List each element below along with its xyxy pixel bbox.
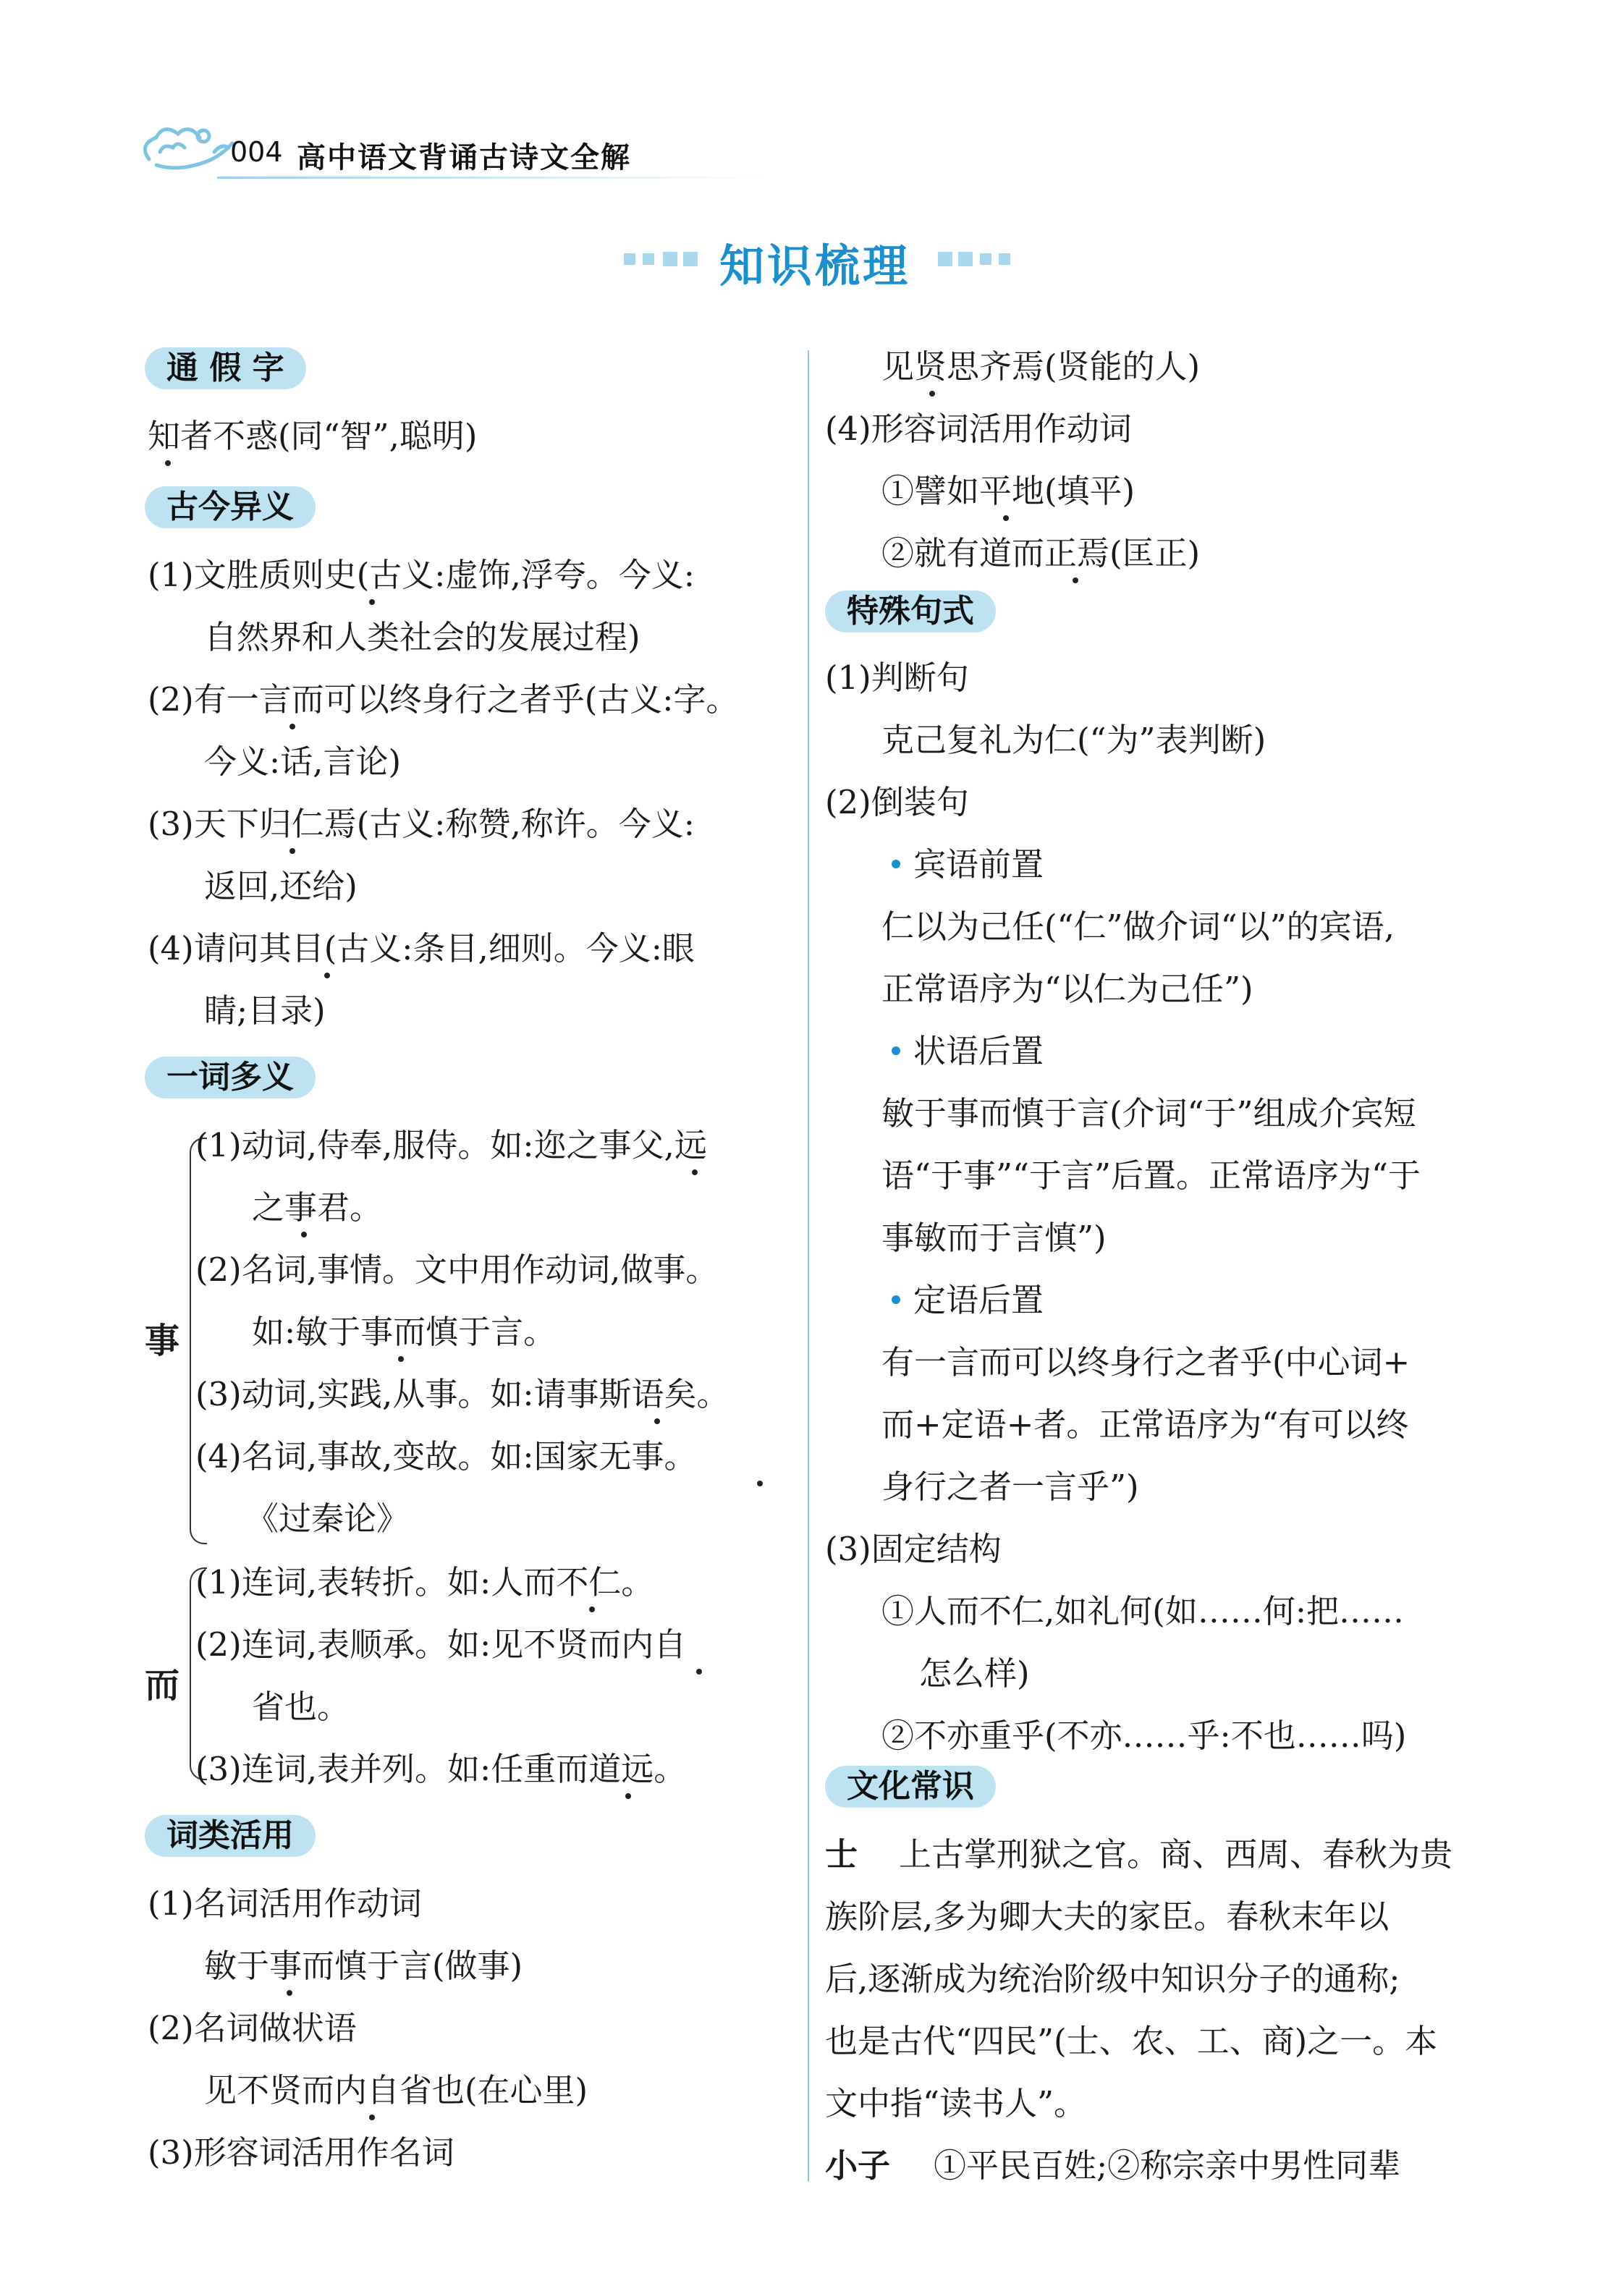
- emphasis-dot: [1003, 515, 1009, 521]
- cilei-line: 敏于事而慎于言(做事): [204, 1947, 523, 1985]
- teshu-line: 敏于事而慎于言(介词“于”组成介宾短: [881, 1094, 1416, 1133]
- wenhua-line: 也是古代“四民”(士、农、工、商)之一。本: [825, 2022, 1438, 2060]
- gujin-line: (3)天下归仁焉(古义:称赞,称许。今义:: [148, 805, 695, 843]
- tongjiazi-line: 知者不惑(同“智”,聪明): [148, 417, 478, 455]
- emphasis-dot: [369, 599, 375, 605]
- gujin-line: (4)请问其目(古义:条目,细则。今义:眼: [148, 929, 695, 968]
- emphasis-dot: [398, 1356, 404, 1362]
- gujin-line: 今义:话,言论): [204, 742, 402, 781]
- shi-line: (4)名词,事故,变故。如:国家无事。: [195, 1437, 697, 1476]
- shi-line: 《过秦论》: [246, 1499, 410, 1538]
- emphasis-dot: [369, 2115, 375, 2120]
- cilei-line: (3)形容词活用作名词: [148, 2133, 454, 2172]
- heading-yici: 一词多义: [145, 1057, 316, 1099]
- emphasis-dot: [289, 848, 295, 854]
- bullet-icon: [892, 1046, 900, 1055]
- teshu-line: 正常语序为“以仁为己任”): [881, 970, 1253, 1008]
- teshu-line: 身行之者一言乎”): [881, 1468, 1139, 1506]
- cilei-line: (1)名词活用作动词: [148, 1884, 422, 1923]
- cilei-cont-line: ①譬如平地(填平): [881, 472, 1135, 510]
- teshu-line: 仁以为己任(“仁”做介词“以”的宾语,: [881, 907, 1395, 946]
- wenhua-line: 后,逐渐成为统治阶级中知识分子的通称;: [825, 1960, 1400, 1998]
- heading-cilei: 词类活用: [145, 1815, 316, 1857]
- teshu-line: 而+定语+者。正常语序为“有可以终: [881, 1405, 1409, 1444]
- book-title: 高中语文背诵古诗文全解: [297, 140, 631, 174]
- heading-wenhua: 文化常识: [825, 1766, 996, 1808]
- brace-label-shi: 事: [145, 1321, 180, 1361]
- teshu-line: 语“于事”“于言”后置。正常语序为“于: [881, 1156, 1421, 1195]
- brace-label-er: 而: [145, 1665, 180, 1706]
- emphasis-dot: [654, 1418, 660, 1424]
- heading-tongjiazi: 通 假 字: [145, 347, 306, 389]
- cilei-cont-line: ②就有道而正焉(匡正): [881, 534, 1201, 572]
- teshu-line: 状语后置: [913, 1032, 1044, 1070]
- gujin-line: 自然界和人类社会的发展过程): [204, 618, 640, 656]
- gujin-line: 睛;目录): [204, 991, 326, 1030]
- teshu-line: (1)判断句: [825, 659, 969, 697]
- shi-line: (1)动词,侍奉,服侍。如:迩之事父,远: [195, 1126, 707, 1164]
- emphasis-dot: [287, 1990, 292, 1996]
- teshu-line: 克己复礼为仁(“为”表判断): [881, 721, 1266, 759]
- emphasis-dot: [324, 973, 330, 978]
- wenhua-line: ①平民百姓;②称宗亲中男性同辈: [934, 2146, 1401, 2185]
- teshu-line: (3)固定结构: [825, 1530, 1002, 1568]
- wenhua-line: 上古掌刑狱之官。商、西周、春秋为贵: [899, 1835, 1453, 1874]
- column-divider: [808, 350, 809, 2181]
- er-line: (2)连词,表顺承。如:见不贤而内自: [195, 1625, 687, 1664]
- emphasis-dot: [301, 1232, 307, 1237]
- gujin-line: (1)文胜质则史(古义:虚饰,浮夸。今义:: [148, 556, 695, 594]
- gujin-line: (2)有一言而可以终身行之者乎(古义:字。: [148, 680, 739, 719]
- teshu-line: 事敏而于言慎”): [881, 1219, 1107, 1257]
- emphasis-dot: [589, 1607, 595, 1612]
- emphasis-dot: [625, 1793, 631, 1799]
- shi-line: (3)动词,实践,从事。如:请事斯语矣。: [195, 1375, 729, 1413]
- gujin-line: 返回,还给): [204, 867, 358, 905]
- shi-line: (2)名词,事情。文中用作动词,做事。: [195, 1250, 719, 1289]
- cilei-line: 见不贤而内自省也(在心里): [204, 2071, 588, 2109]
- bullet-icon: [892, 1295, 900, 1304]
- teshu-line: 有一言而可以终身行之者乎(中心词+: [881, 1343, 1411, 1381]
- emphasis-dot: [1073, 577, 1078, 583]
- heading-gujin: 古今异义: [145, 486, 316, 528]
- wenhua-line: 族阶层,多为卿大夫的家臣。春秋末年以: [825, 1897, 1390, 1936]
- cilei-cont-line: (4)形容词活用作动词: [825, 410, 1132, 448]
- wenhua-line: 文中指“读书人”。: [825, 2084, 1087, 2122]
- teshu-line: 怎么样): [919, 1654, 1030, 1693]
- shi-line: 之事君。: [252, 1188, 383, 1227]
- brace-shi: [190, 1138, 207, 1544]
- shi-line: 如:敏于事而慎于言。: [252, 1313, 557, 1351]
- page-number: 004: [230, 136, 283, 168]
- culture-term-shi: 士: [825, 1835, 858, 1874]
- emphasis-dot: [289, 724, 295, 729]
- teshu-line: 宾语前置: [913, 845, 1044, 884]
- er-line: 省也。: [252, 1688, 350, 1726]
- culture-term-xiaozi: 小子: [825, 2146, 891, 2185]
- section-title: 知识梳理: [719, 240, 911, 292]
- emphasis-dot: [696, 1669, 702, 1675]
- teshu-line: ①人而不仁,如礼何(如……何:把……: [881, 1592, 1405, 1630]
- emphasis-dot: [757, 1481, 763, 1486]
- er-line: (3)连词,表并列。如:任重而道远。: [195, 1750, 687, 1788]
- teshu-line: ②不亦重乎(不亦……乎:不也……吗): [881, 1717, 1407, 1755]
- bullet-icon: [892, 860, 900, 868]
- cloud-ornament-icon: [135, 109, 243, 181]
- teshu-line: 定语后置: [913, 1281, 1044, 1319]
- emphasis-dot: [165, 460, 171, 466]
- heading-teshu: 特殊句式: [825, 591, 996, 632]
- cilei-cont-line: 见贤思齐焉(贤能的人): [881, 347, 1201, 386]
- header-rule: [217, 177, 767, 179]
- emphasis-dot: [692, 1169, 698, 1175]
- teshu-line: (2)倒装句: [825, 783, 969, 821]
- er-line: (1)连词,表转折。如:人而不仁。: [195, 1563, 654, 1601]
- emphasis-dot: [929, 391, 935, 397]
- cilei-line: (2)名词做状语: [148, 2009, 357, 2047]
